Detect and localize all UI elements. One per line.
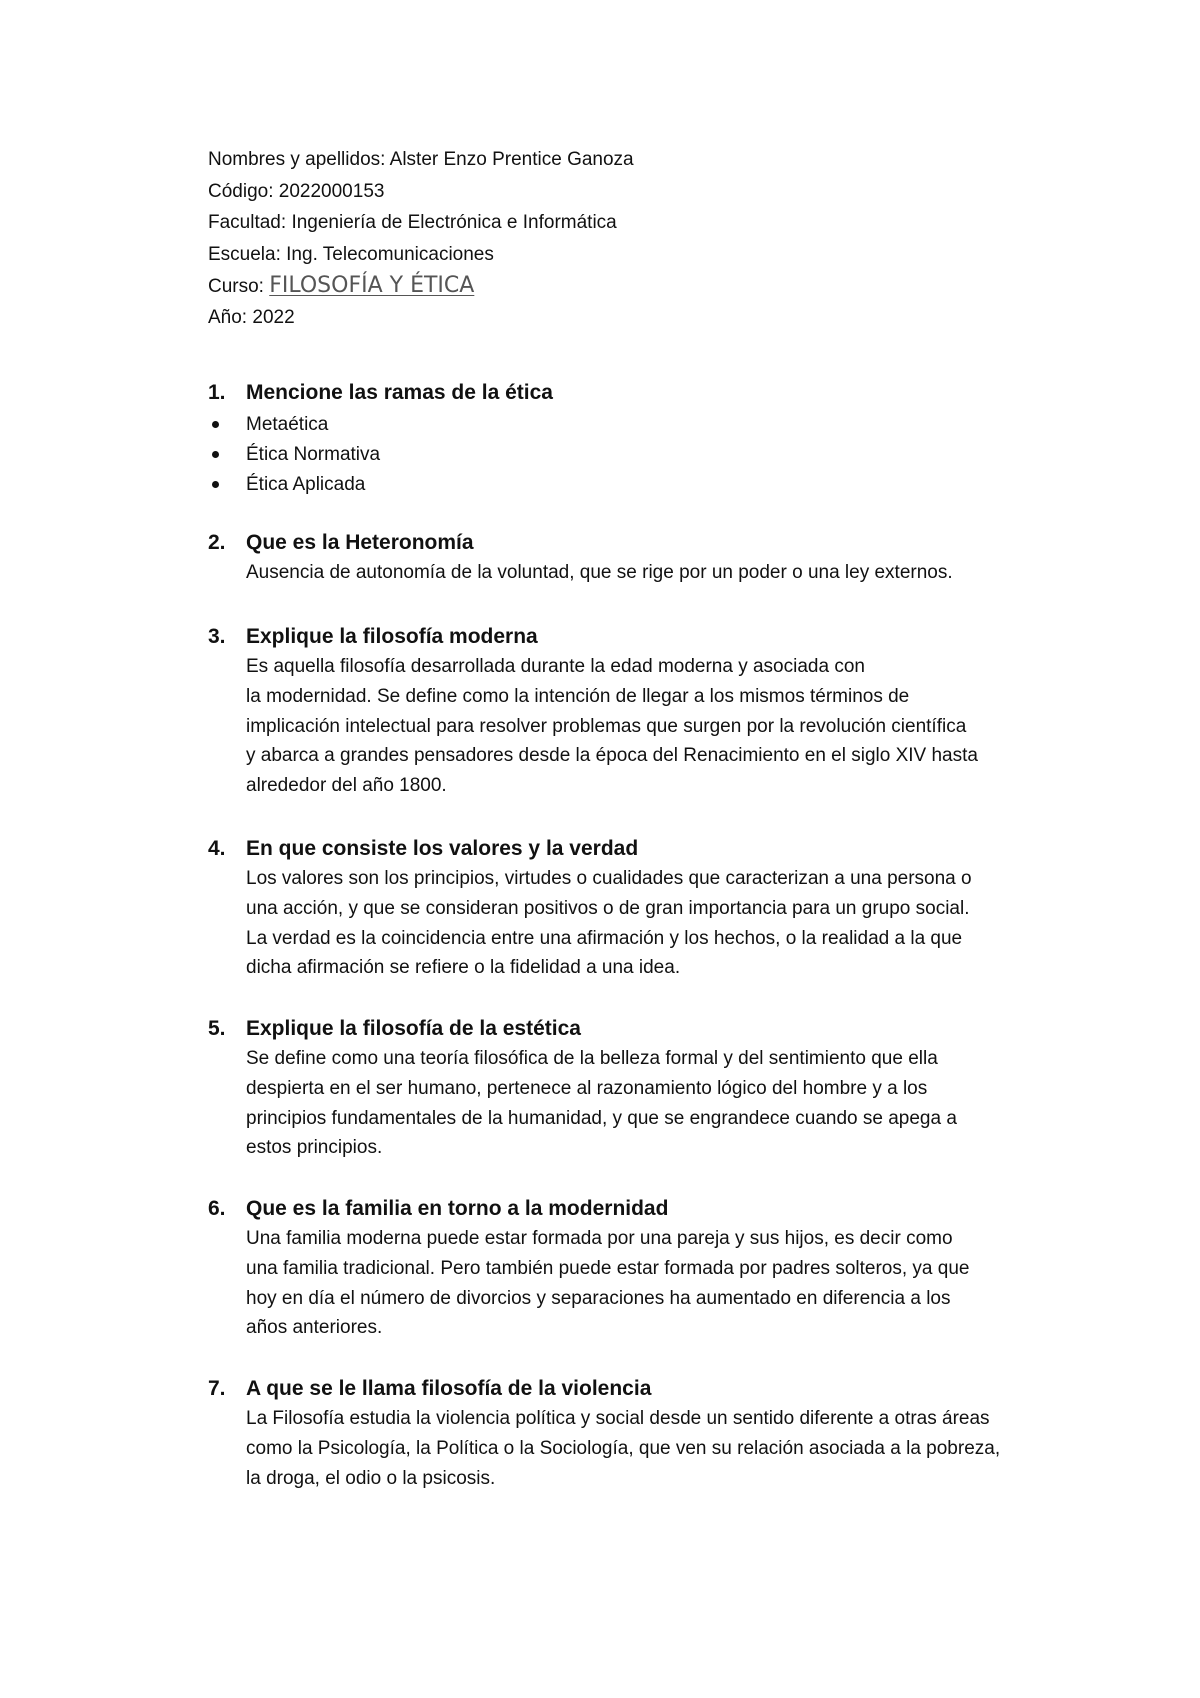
list-item: Ética Normativa (208, 440, 1088, 470)
question-heading (208, 378, 1088, 408)
question-title: A que se le llama filosofía de la violencia (246, 1377, 652, 1400)
bullet-icon (212, 451, 219, 458)
question-heading (208, 1194, 1088, 1224)
question-number: 3. (208, 625, 226, 648)
answer-text (246, 652, 1076, 801)
question-7 (208, 1374, 1088, 1493)
bullet-icon (212, 421, 219, 428)
answer-line: una acción, y que se consideran positivos o de gran importancia para un grupo social. (246, 897, 970, 919)
answer-line: Se define como una teoría filosófica de la belleza formal y del sentimiento que ella (246, 1048, 938, 1069)
code-value: 2022000153 (278, 180, 385, 202)
question-title: Que es la Heteronomía (246, 531, 474, 554)
answer-line: Es aquella filosofía desarrollada durante la edad moderna y asociada con (246, 656, 865, 677)
list-item: Ética Aplicada (208, 470, 1088, 500)
faculty-value: Ingeniería de Electrónica e Informática (291, 212, 617, 233)
answer-line: la droga, el odio o la psicosis. (246, 1467, 496, 1489)
code-line (208, 176, 1108, 208)
year-label: Año: (208, 306, 248, 328)
answer-line: La verdad es la coincidencia entre una afirmación y los hechos, o la realidad a la que (246, 927, 963, 949)
year-value: 2022 (252, 306, 295, 328)
answer-line: dicha afirmación se refiere o la fidelidad a una idea. (246, 957, 681, 979)
answer-line: estos principios. (246, 1137, 383, 1159)
question-2 (208, 528, 1088, 588)
answer-line: hoy en día el número de divorcios y separaciones ha aumentado en diferencia a los (246, 1287, 951, 1309)
answer-line: años anteriores. (246, 1317, 383, 1339)
answer-text (246, 1224, 1076, 1343)
school-line (208, 239, 1108, 271)
question-1 (208, 378, 1088, 499)
course-value: FILOSOFÍA Y ÉTICA (269, 273, 475, 298)
course-line (208, 270, 1108, 302)
question-heading (208, 622, 1088, 652)
faculty-line (208, 207, 1108, 239)
answer-line: la modernidad. Se define como la intención de llegar a los mismos términos de (246, 685, 910, 707)
answer-line: Los valores son los principios, virtudes o cualidades que caracterizan a una persona o (246, 868, 972, 889)
question-title: Explique la filosofía moderna (246, 625, 538, 648)
bullet-icon (212, 481, 219, 488)
student-header (208, 144, 1108, 333)
question-heading (208, 834, 1088, 864)
question-3 (208, 622, 1088, 801)
answer-line: Una familia moderna puede estar formada por una pareja y sus hijos, es decir como (246, 1228, 953, 1249)
answer-line: implicación intelectual para resolver problemas que surgen por la revolución científica (246, 715, 967, 737)
answer-line: alrededor del año 1800. (246, 775, 447, 797)
question-heading (208, 1014, 1088, 1044)
answer-line: como la Psicología, la Política o la Sociología, que ven su relación asociada a la pobreza, (246, 1437, 1001, 1459)
answer-text (246, 1404, 1076, 1493)
question-number: 1. (208, 381, 226, 404)
course-label: Curso: (208, 276, 264, 297)
question-heading (208, 1374, 1088, 1404)
question-number: 4. (208, 837, 226, 860)
question-6 (208, 1194, 1088, 1343)
school-value: Ing. Telecomunicaciones (286, 243, 494, 265)
question-number: 5. (208, 1017, 226, 1040)
answer-text (246, 558, 1076, 588)
name-value: Alster Enzo Prentice Ganoza (389, 149, 634, 170)
code-label: Código: (208, 180, 274, 202)
question-title: Mencione las ramas de la ética (246, 381, 553, 404)
answer-text (246, 864, 1076, 983)
answer-line: y abarca a grandes pensadores desde la época del Renacimiento en el siglo XIV hasta (246, 745, 978, 767)
question-5 (208, 1014, 1088, 1163)
year-line (208, 302, 1108, 334)
name-line (208, 144, 1108, 176)
question-title: Que es la familia en torno a la modernidad (246, 1197, 669, 1220)
faculty-label: Facultad: (208, 212, 287, 233)
school-label: Escuela: (208, 243, 281, 265)
question-4 (208, 834, 1088, 983)
question-title: En que consiste los valores y la verdad (246, 837, 639, 860)
answer-line: principios fundamentales de la humanidad, y que se engrandece cuando se apega a (246, 1107, 957, 1129)
question-number: 2. (208, 531, 226, 554)
name-label: Nombres y apellidos: (208, 149, 386, 170)
question-number: 6. (208, 1197, 226, 1220)
answer-line: despierta en el ser humano, pertenece al razonamiento lógico del hombre y a los (246, 1077, 928, 1099)
answer-line: La Filosofía estudia la violencia política y social desde un sentido diferente a otras áreas (246, 1408, 990, 1429)
answer-line: una familia tradicional. Pero también puede estar formada por padres solteros, ya que (246, 1257, 970, 1279)
answer-line: Ausencia de autonomía de la voluntad, que se rige por un poder o una ley externos. (246, 562, 953, 583)
ethics-branches-list (208, 410, 1088, 499)
question-title: Explique la filosofía de la estética (246, 1017, 581, 1040)
question-heading (208, 528, 1088, 558)
list-item: Metaética (208, 410, 1088, 440)
answer-text (246, 1044, 1076, 1163)
question-number: 7. (208, 1377, 226, 1400)
